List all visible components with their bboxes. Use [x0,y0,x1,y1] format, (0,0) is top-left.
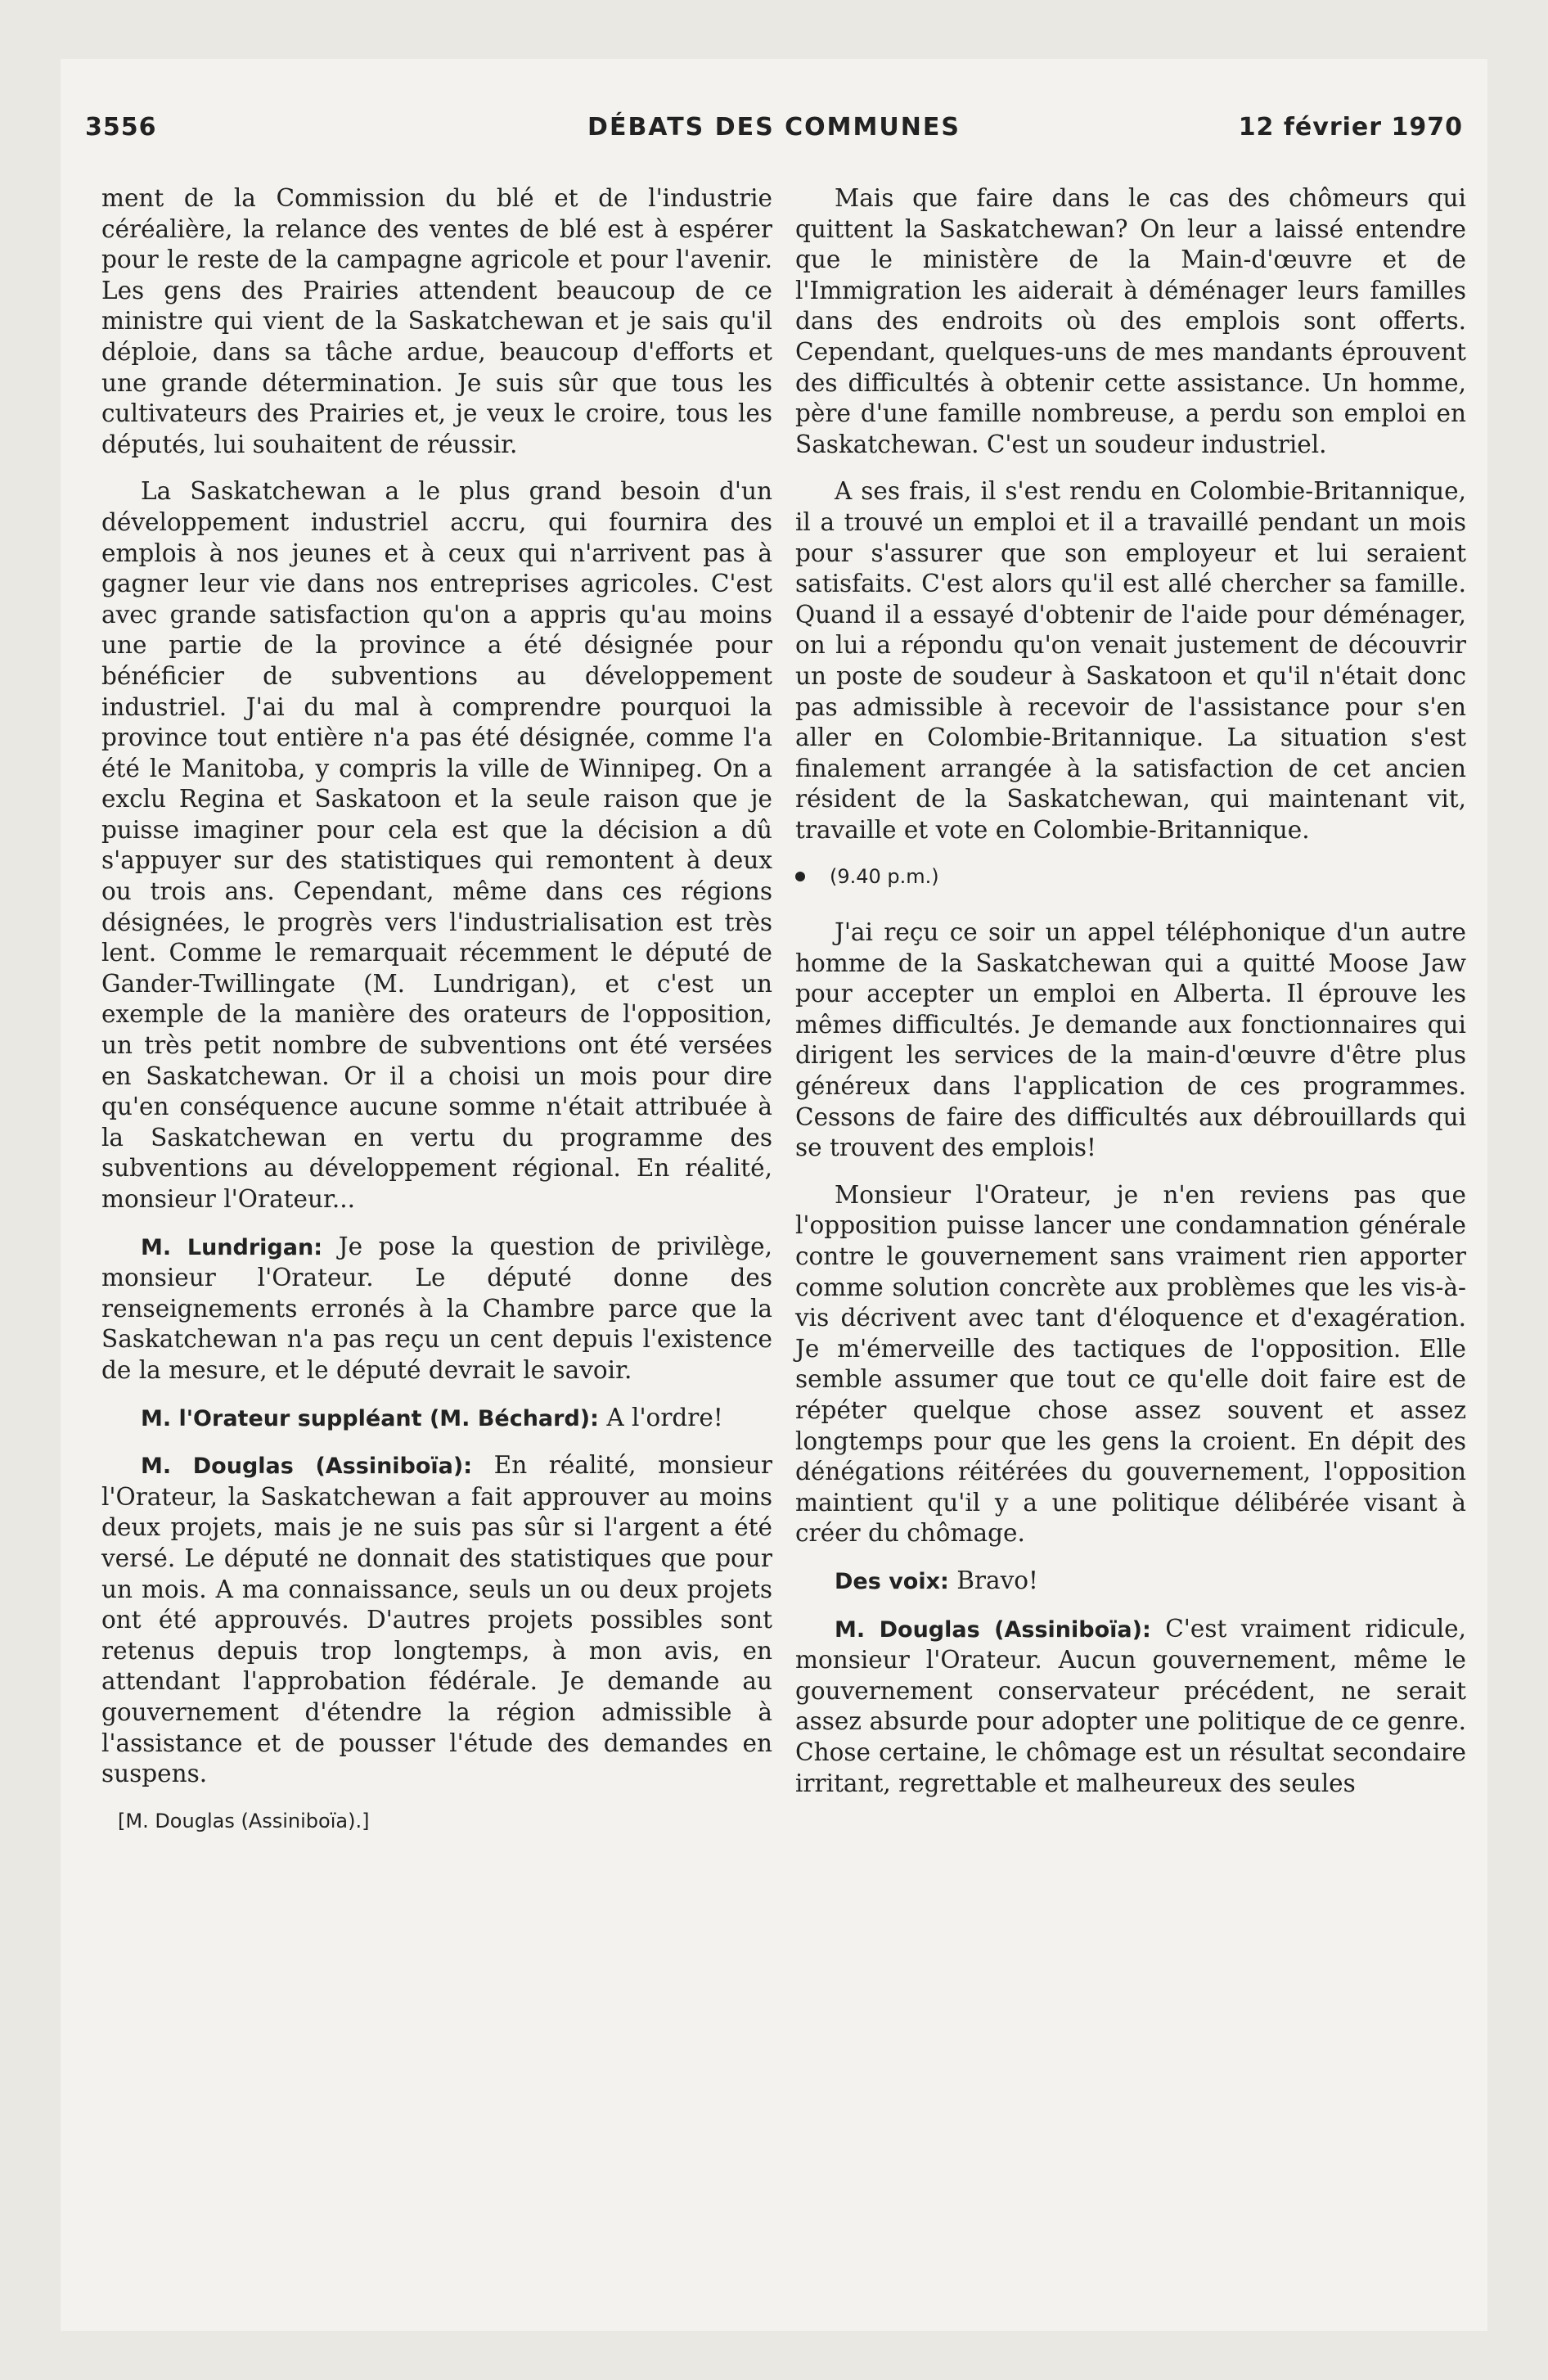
paragraph [795,1566,1466,1598]
right-column [795,183,1466,1815]
bullet-icon [795,872,805,881]
paragraph-text: ment de la Commission du blé et de l'industrie céréalière, la relance des ventes de blé est à espérer pour le reste de la campagne agricole et pour l'avenir. Les gens des Prairies attendent beaucoup de ce ministre qui vient de la Saskatchewan et je sais qu'il déploie, dans sa tâche ardue, beaucoup d'efforts et une grande détermination. Je suis sûr que tous les cultivateurs des Prairies et, je veux le croire, tous les députés, lui souhaitent de réussir. [101,184,772,458]
paragraph [101,476,772,1215]
time-marker [795,862,1466,893]
paragraph-text: Bravo! [956,1566,1038,1594]
publication-title: DÉBATS DES COMMUNES [587,113,961,142]
paragraph [795,183,1466,460]
paragraph-text: Je pose la question de privilège, monsieur l'Orateur. Le député donne des renseignements erronés à la Chambre parce que la Saskatchewan n'a pas reçu un cent depuis l'existence de la mesure, et le député devrait le savoir. [101,1232,772,1384]
paragraph [101,1232,772,1386]
speaker-attribution: [M. Douglas (Assiniboïa).] [118,1809,370,1832]
issue-date: 12 février 1970 [1238,113,1463,142]
speaker-name: M. Douglas (Assiniboïa): [835,1616,1151,1643]
paragraph [795,1614,1466,1800]
speaker-name: M. Douglas (Assiniboïa): [141,1454,473,1480]
speaker-name: Des voix: [835,1568,949,1594]
paragraph [795,1180,1466,1549]
speaker-name: M. Lundrigan: [141,1234,322,1260]
paragraph-text: La Saskatchewan a le plus grand besoin d'un développement industriel accru, qui fournira des emplois à nos jeunes et à ceux qui n'arrivent pas à gagner leur vie dans nos entreprises agricoles. C'est avec grande satisfaction qu'on a appris qu'au moins une partie de la province a été désignée pour bénéficier de subventions au développement industriel. J'ai du mal à comprendre pourquoi la province tout entière n'a pas été désignée, comme l'a été le Manitoba, y compris la ville de Winnipeg. On a exclu Regina et Saskatoon et la seule raison que je puisse imaginer pour cela est que la décision a dû s'appuyer sur des statistiques qui remontent à deux ou trois ans. Cependant, même dans ces régions désignées, le progrès vers l'industrialisation est très lent. Comme le remarquait récemment le député de Gander-Twillingate (M. Lundrigan), et c'est un exemple de la manière des orateurs de l'opposition, un très petit nombre de subventions ont été versées en Saskatchewan. Or il a choisi un mois pour dire qu'en conséquence aucune somme n'était attribuée à la Saskatchewan en vertu du programme des subventions au développement régional. En réalité, monsieur l'Orateur... [101,477,772,1213]
time-marker-text: (9.40 p.m.) [830,865,939,889]
paragraph-text: A ses frais, il s'est rendu en Colombie-Britannique, il a trouvé un emploi et il a travaillé pendant un mois pour s'assurer que son employeur et lui seraient satisfaits. C'est alors qu'il est allé chercher sa famille. Quand il a essayé d'obtenir de l'aide pour déménager, on lui a répondu qu'on venait justement de découvrir un poste de soudeur à Saskatoon et qu'il n'était donc pas admissible à recevoir de l'assistance pour s'en aller en Colombie-Britannique. La situation s'est finalement arrangée à la satisfaction de cet ancien résident de la Saskatchewan, qui maintenant vit, travaille et vote en Colombie-Britannique. [795,477,1466,844]
page [61,59,1487,2331]
paragraph-text: En réalité, monsieur l'Orateur, la Saskatchewan a fait approuver au moins deux projets, mais je ne suis pas sûr si l'argent a été versé. Le député ne donnait des statistiques que pour un mois. A ma connaissance, seuls un ou deux projets ont été approuvés. D'autres projets possibles sont retenus depuis trop longtemps, à mon avis, en attendant l'approbation fédérale. Je demande au gouvernement d'étendre la région admissible à l'assistance et de pousser l'étude des demandes en suspens. [101,1451,772,1788]
paragraph-text: Mais que faire dans le cas des chômeurs qui quittent la Saskatchewan? On leur a laissé entendre que le ministère de la Main-d'œuvre et de l'Immigration les aiderait à déménager leurs familles dans des endroits où des emplois sont offerts. Cependant, quelques-uns de mes mandants éprouvent des difficultés à obtenir cette assistance. Un homme, père d'une famille nombreuse, a perdu son emploi en Saskatchewan. C'est un soudeur industriel. [795,184,1466,458]
paragraph [101,1403,772,1435]
paragraph [795,476,1466,845]
running-header [85,106,1463,156]
paragraph-text: C'est vraiment ridicule, monsieur l'Orateur. Aucun gouvernement, même le gouvernement conservateur précédent, ne serait assez absurde pour adopter une politique de ce genre. Chose certaine, le chômage est un résultat secondaire irritant, regrettable et malheureux des seules [795,1614,1466,1797]
paragraph [101,1450,772,1790]
paragraph-text: A l'ordre! [606,1403,723,1431]
paragraph-text: J'ai reçu ce soir un appel téléphonique d'un autre homme de la Saskatchewan qui a quitté Moose Jaw pour accepter un emploi en Alberta. Il éprouve les mêmes difficultés. Je demande aux fonctionnaires qui dirigent les services de la main-d'œuvre d'être plus généreux dans l'application de ces programmes. Cessons de faire des difficultés aux débrouillards qui se trouvent des emplois! [795,918,1466,1162]
paragraph [101,183,772,460]
left-column [101,183,772,1837]
paragraph [795,917,1466,1164]
paragraph-text: Monsieur l'Orateur, je n'en reviens pas que l'opposition puisse lancer une condamnation générale contre le gouvernement sans vraiment rien apporter comme solution concrète aux problèmes que les vis-à-vis décrivent avec tant d'éloquence et d'exagération. Je m'émerveille des tactiques de l'opposition. Elle semble assumer que tout ce qu'elle doit faire est de répéter quelque chose assez souvent et assez longtemps pour que les gens la croient. En dépit des dénégations réitérées du gouvernement, l'opposition maintient qu'il y a une politique délibérée visant à créer du chômage. [795,1180,1466,1548]
speaker-name: M. l'Orateur suppléant (M. Béchard): [141,1405,599,1431]
page-number: 3556 [85,113,157,142]
